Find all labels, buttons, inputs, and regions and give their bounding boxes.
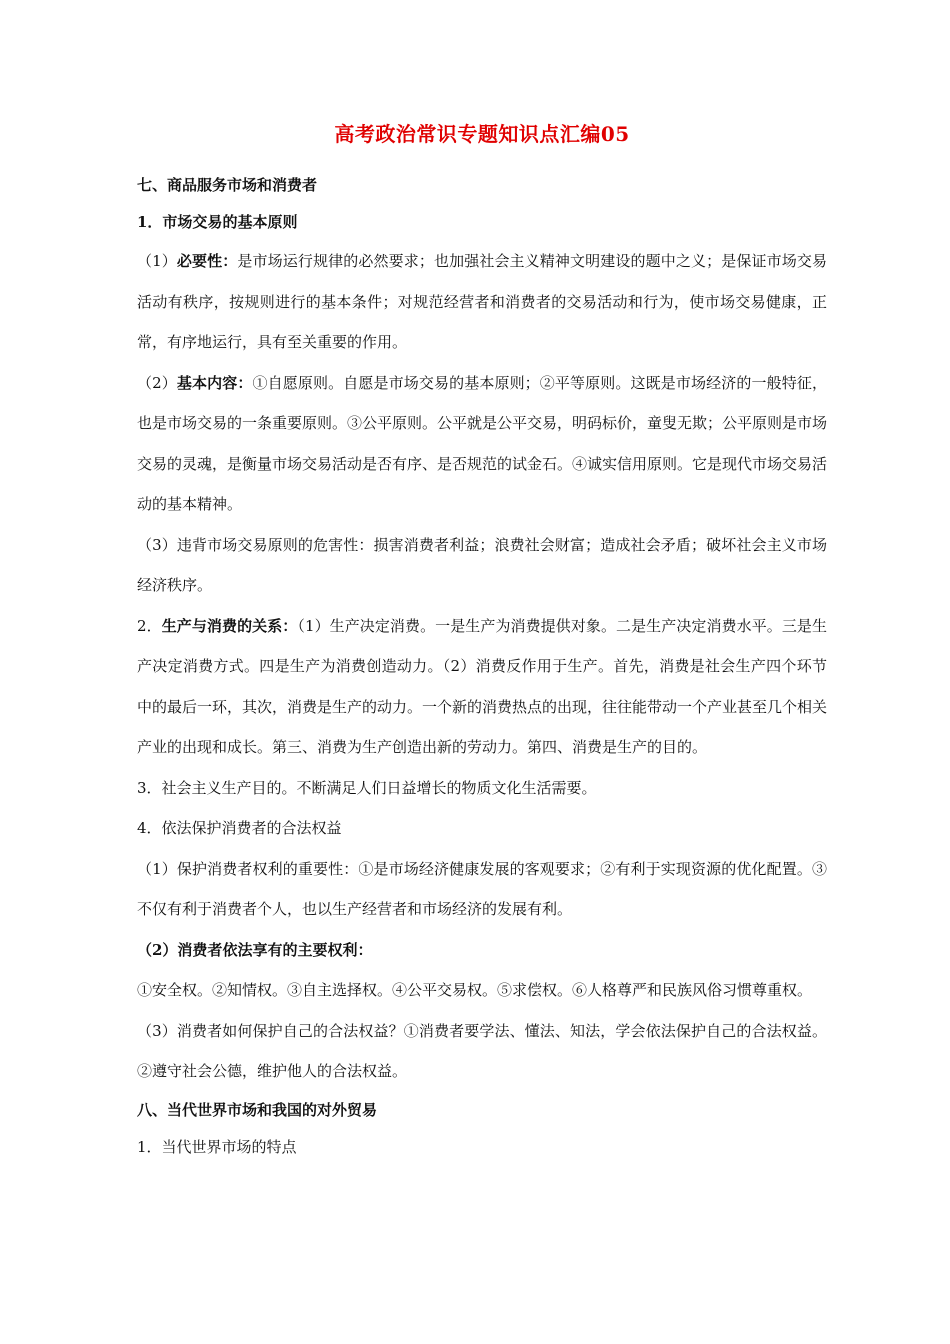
paragraph-prefix: （1） [137,252,177,270]
paragraph-harm: （3）违背市场交易原则的危害性：损害消费者利益；浪费社会财富；造成社会矛盾；破坏社会主义市场经济秩序。 [137,535,827,594]
section-8-heading: 八、当代世界市场和我国的对外贸易 [137,1100,378,1119]
paragraph-basic-content [137,363,827,525]
paragraph-prefix: （2） [137,373,177,392]
paragraph-socialist-production-goal: 3．社会主义生产目的。不断满足人们日益增长的物质文化生活需要。 [137,778,597,797]
paragraph-consumer-rights-list: ①安全权。②知情权。③自主选择权。④公平交易权。⑤求偿权。⑥人格尊严和民族风俗习惯尊重权。 [137,981,813,999]
paragraph-text: （1）生产决定消费。一是生产为消费提供对象。二是生产决定消费水平。三是生产决定消费方式。四是生产为消费创造动力。（2）消费反作用于生产。首先，消费是社会生产四个环节中的最后一环，其次，消费是生产的动力。一个新的消费热点的出现，往往能带动一个产业甚至几个相关产业的出现和成长。第三、消费为生产创造出新的劳动力。第四、消费是生产的目的。 [137,616,828,756]
subsection-1-heading: 1．市场交易的基本原则 [137,213,298,231]
bold-term-production-consumption: 生产与消费的关系： [161,616,298,635]
paragraph-prefix: 2． [137,616,162,635]
document-page [137,118,827,1167]
paragraph-protect-rights: （3）消费者如何保护自己的合法权益？①消费者要学法、懂法、知法，学会依法保护自己的合法权益。②遵守社会公德，维护他人的合法权益。 [137,1021,827,1080]
paragraph-consumer-rights-heading: 4．依法保护消费者的合法权益 [137,819,342,837]
bold-term-necessity: 必要性： [176,252,238,270]
paragraph-text: 是市场运行规律的必然要求；也加强社会主义精神文明建设的题中之义；是保证市场交易活动有秩序，按规则进行的基本条件；对规范经营者和消费者的交易活动和行为，使市场交易健康，正常，有序地运行，具有至关重要的作用。 [137,252,827,351]
paragraph-production-consumption [137,606,827,768]
paragraph-text: ①自愿原则。自愿是市场交易的基本原则；②平等原则。这既是市场经济的一般特征，也是市场交易的一条重要原则。③公平原则。公平就是公平交易，明码标价，童叟无欺；公平原则是市场交易的灵魂，是衡量市场交易活动是否有序、是否规范的试金石。④诚实信用原则。它是现代市场交易活动的基本精神。 [137,373,828,513]
bold-term-basic-content: 基本内容： [176,373,253,392]
consumer-rights-heading: （2）消费者依法享有的主要权利： [137,940,373,959]
paragraph-necessity [137,241,827,363]
section-7-heading: 七、商品服务市场和消费者 [137,176,318,194]
document-title: 高考政治常识专题知识点汇编05 [334,122,630,146]
paragraph-rights-importance: （1）保护消费者权利的重要性：①是市场经济健康发展的客观要求；②有利于实现资源的优化配置。③不仅有利于消费者个人，也以生产经营者和市场经济的发展有利。 [137,859,827,918]
paragraph-world-market-features: 1．当代世界市场的特点 [137,1137,297,1156]
